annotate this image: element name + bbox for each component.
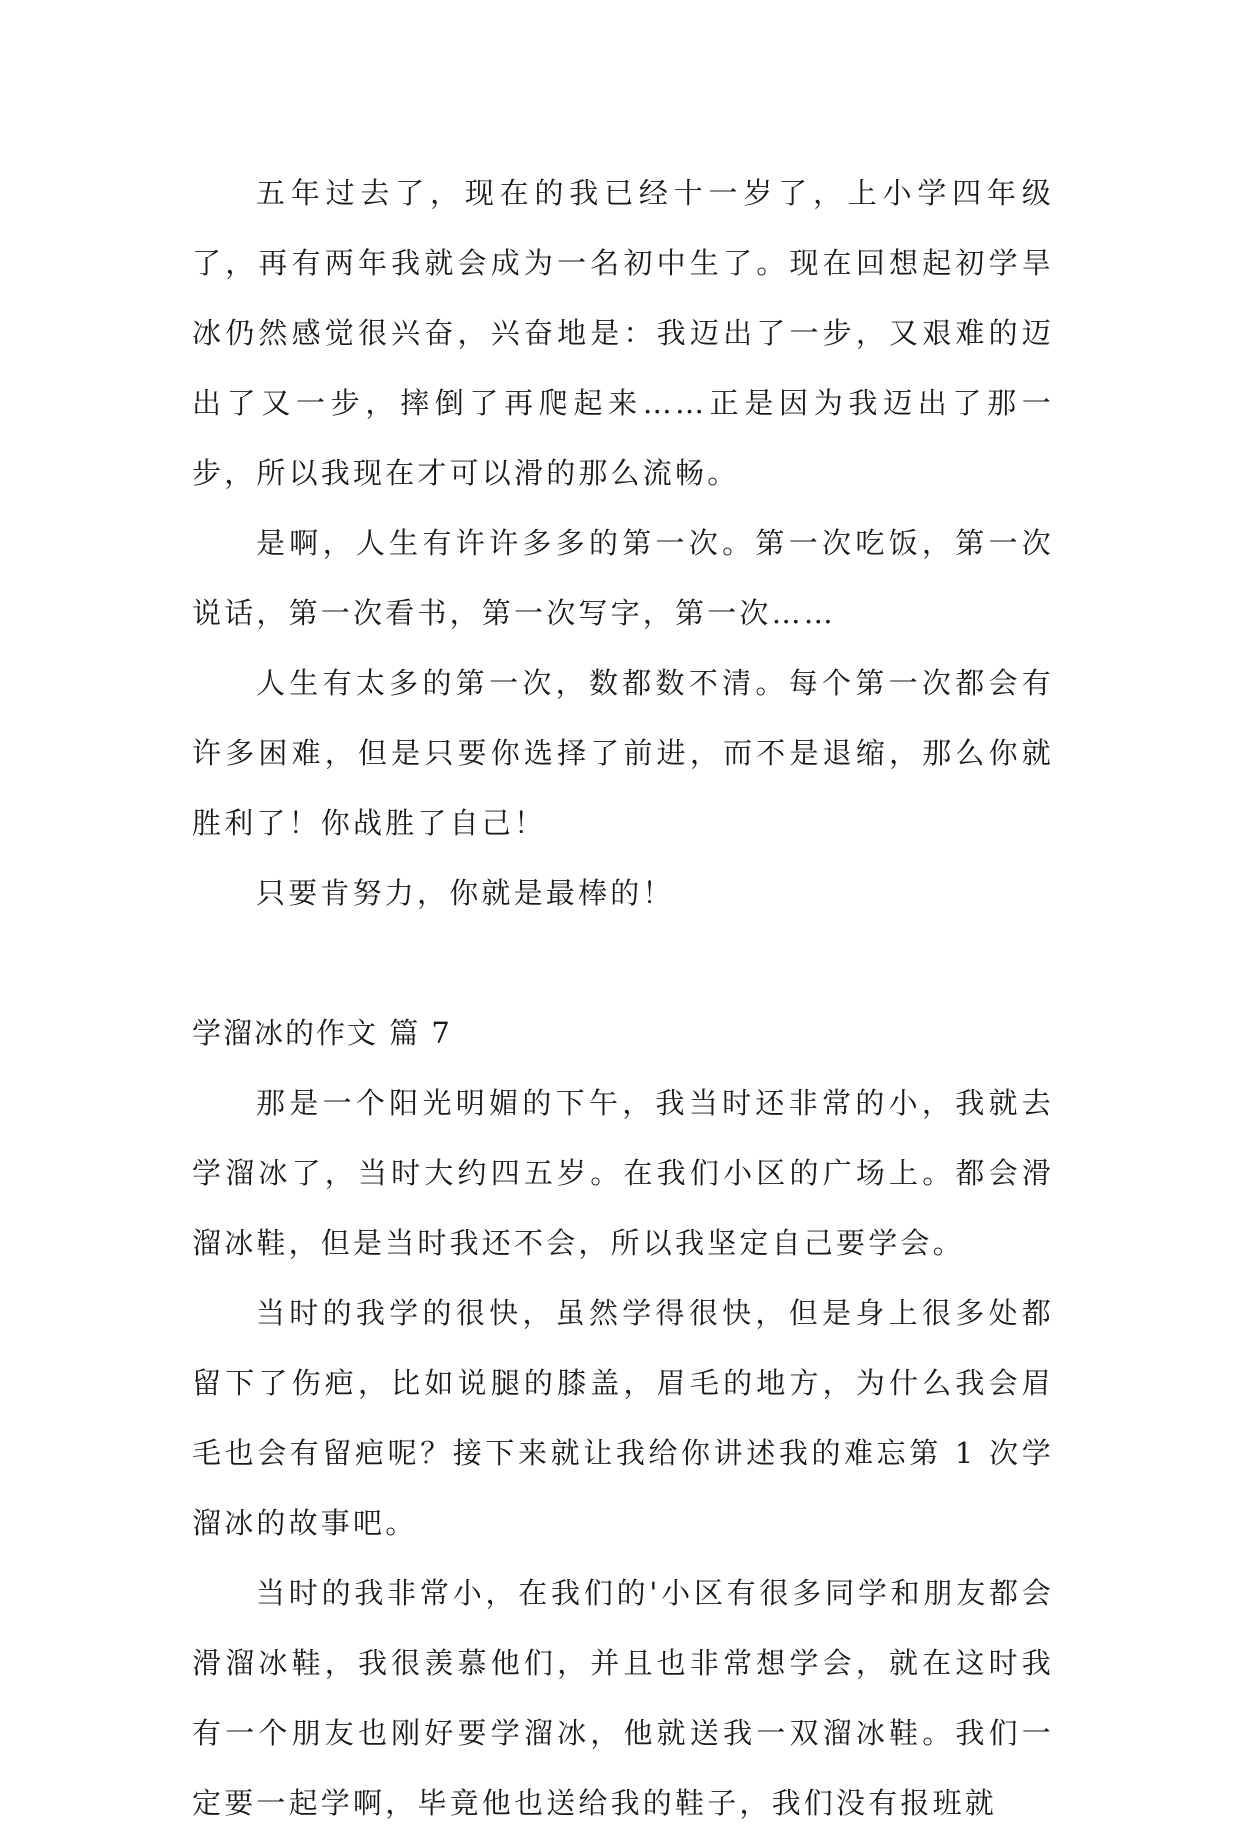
paragraph: 那是一个阳光明媚的下午，我当时还非常的小，我就去学溜冰了，当时大约四五岁。在我们小区的广场上。都会滑溜冰鞋，但是当时我还不会，所以我坚定自己要学会。 — [192, 1086, 1054, 1260]
paragraph: 当时的我学的很快，虽然学得很快，但是身上很多处都留下了伤疤，比如说腿的膝盖，眉毛的地方，为什么我会眉毛也会有留疤呢？接下来就让我给你讲述我的难忘第 1 次学溜冰的故事吧。 — [192, 1296, 1054, 1540]
paragraph: 人生有太多的第一次，数都数不清。每个第一次都会有许多困难，但是只要你选择了前进，而不是退缩，那么你就胜利了！你战胜了自己！ — [192, 666, 1054, 840]
document-body — [192, 158, 1054, 1838]
section-title: 学溜冰的作文 篇 7 — [192, 1016, 452, 1050]
paragraph: 当时的我非常小，在我们的'小区有很多同学和朋友都会滑溜冰鞋，我很羡慕他们，并且也非常想学会，就在这时我有一个朋友也刚好要学溜冰，他就送我一双溜冰鞋。我们一定要一起学啊，毕竟他也送给我的鞋子，我们没有报班就 — [192, 1576, 1054, 1820]
paragraph: 只要肯努力，你就是最棒的！ — [256, 876, 675, 910]
paragraph: 是啊，人生有许许多多的第一次。第一次吃饭，第一次说话，第一次看书，第一次写字，第一次…… — [192, 526, 1054, 630]
paragraph: 五年过去了，现在的我已经十一岁了，上小学四年级了，再有两年我就会成为一名初中生了。现在回想起初学旱冰仍然感觉很兴奋，兴奋地是：我迈出了一步，又艰难的迈出了又一步，摔倒了再爬起来……正是因为我迈出了那一步，所以我现在才可以滑的那么流畅。 — [192, 176, 1054, 490]
